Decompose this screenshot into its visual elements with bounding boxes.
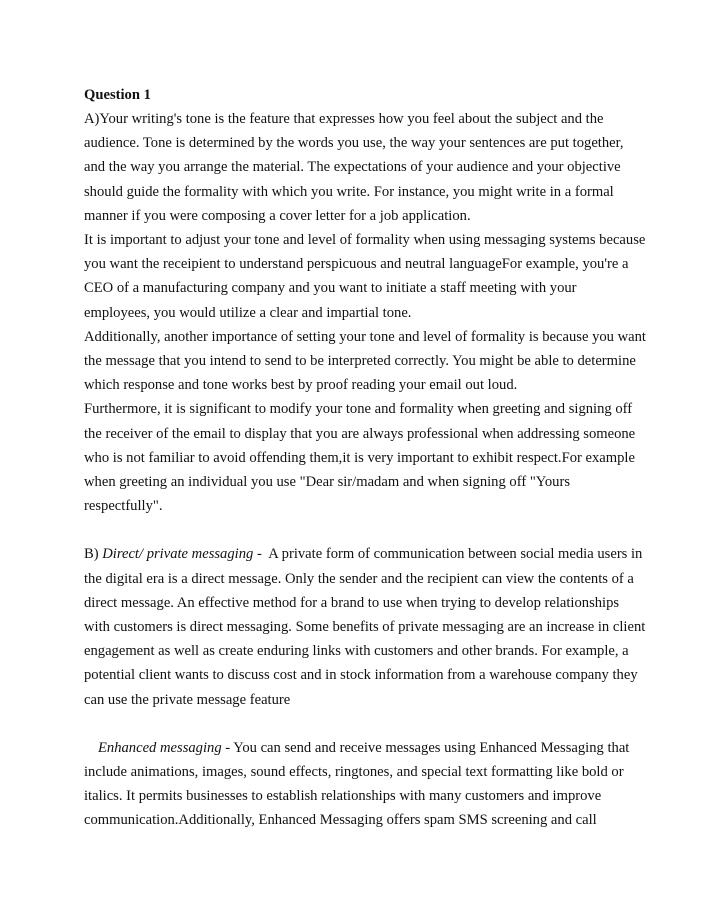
part-a-paragraph-3: Additionally, another importance of setting your tone and level of formality is because you want the message that you intend to send to be interpreted correctly. You might be able to determine which response and tone works best by proof reading your email out loud. xyxy=(84,328,646,394)
enhanced-messaging-separator: - xyxy=(221,739,234,756)
part-a-paragraph-4: Furthermore, it is significant to modify your tone and formality when greeting and signing off the receiver of the email to display that you are always professional when addressing someone who is not familiar to avoid offending them,it is very important to exhibit respect.For example when greeting an individual you use "Dear sir/madam and when signing off "Yours respectfully". xyxy=(84,401,636,515)
enhanced-messaging-text: You can send and receive messages using Enhanced Messaging that include animations, images, sound effects, ringtones, and special text formatting like bold or italics. It permits businesses to establish relationships with many customers and improve communication.Additionally, Enhanced Messaging offers spam SMS screening and call xyxy=(84,739,630,829)
direct-messaging-separator: - xyxy=(253,546,269,563)
part-b-direct-paragraph xyxy=(84,542,646,711)
enhanced-messaging-heading: Enhanced messaging xyxy=(98,739,222,756)
part-b-enhanced-paragraph xyxy=(84,736,646,833)
direct-messaging-text: A private form of communication between social media users in the digital era is a direct message. Only the sender and the recipient can view the contents of a direct message. An effective method for a brand to use when trying to develop relationships with customers is direct messaging. Some benefits of private messaging are an increase in client engagement as well as create enduring links with customers and other brands. For example, a potential client wants to discuss cost and in stock information from a warehouse company they can use the private message feature xyxy=(84,546,646,708)
part-a-paragraph-1: A)Your writing's tone is the feature that expresses how you feel about the subject and the audience. Tone is determined by the words you use, the way your sentences are put together, and the way you arrange the material. The expectations of your audience and your objective should guide the formality with which you write. For instance, you might write in a formal manner if you were composing a cover letter for a job application. xyxy=(84,111,624,224)
part-a-paragraph-2: It is important to adjust your tone and level of formality when using messaging systems because you want the receipient to understand perspicuous and neutral languageFor example, you're a CEO of a manufacturing company and you want to initiate a staff meeting with your employees, you would utilize a clear and impartial tone. xyxy=(84,232,646,321)
direct-messaging-heading: Direct/ private messaging xyxy=(102,546,254,563)
part-b-prefix: B) xyxy=(84,546,103,563)
question-title: Question 1 xyxy=(84,87,151,103)
paragraph-gap xyxy=(84,712,646,736)
paragraph-gap xyxy=(84,518,646,542)
